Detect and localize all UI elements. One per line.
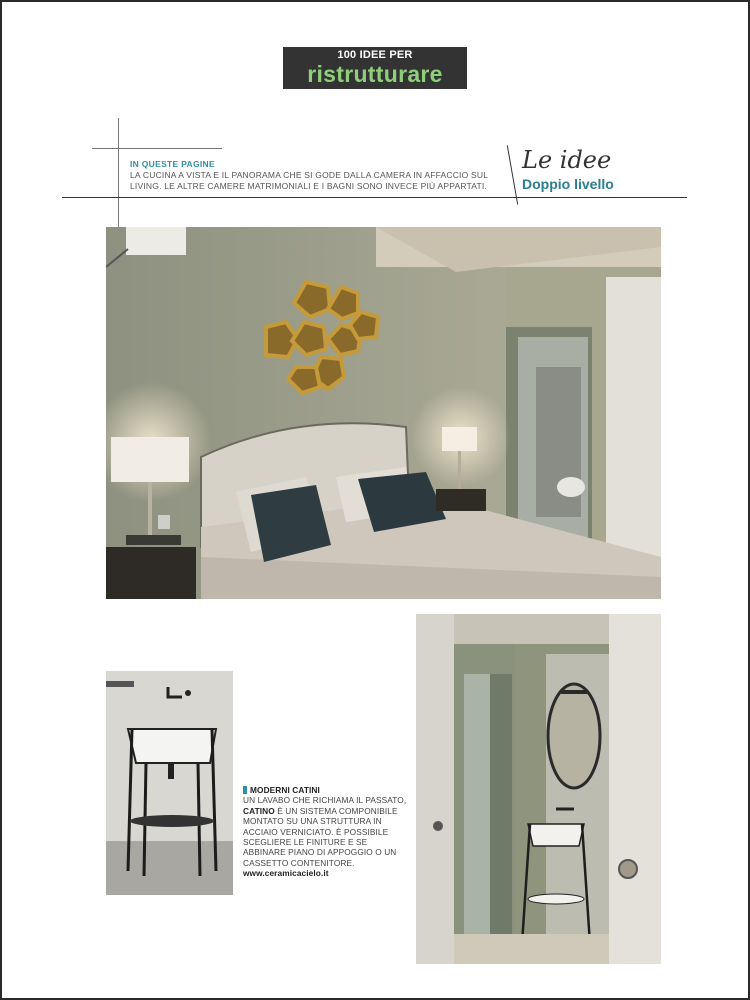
masthead-title: ristrutturare — [307, 61, 443, 87]
bedroom-photo — [106, 227, 661, 599]
magazine-masthead — [283, 47, 467, 89]
decor-vertical-line — [118, 118, 119, 228]
decor-horizontal-line — [92, 148, 222, 149]
bathroom-illustration — [416, 614, 661, 964]
caption-text-part2: È UN SISTEMA COMPONIBILE MONTATO SU UNA STRUTTURA IN ACCIAIO VERNICIATO. È POSSIBILE SCEGLIERE LE FINITURE E SE ABBINARE PIANO DI APPOGGIO O UN CASSETTO CONTENITORE. — [243, 805, 398, 868]
caption-text-part1: UN LAVABO CHE RICHIAMA IL PASSATO, — [243, 795, 407, 806]
caption-product-name: CATINO — [243, 805, 275, 816]
bedroom-illustration — [106, 227, 661, 599]
washbasin-product-photo — [106, 671, 233, 895]
caption-marker — [243, 786, 247, 794]
section-divider-line — [62, 197, 687, 198]
section-heading: IN QUESTE PAGINE — [130, 159, 215, 169]
washbasin-illustration — [106, 671, 233, 895]
masthead-top-line: 100 IDEE PER — [337, 49, 413, 61]
product-caption — [243, 785, 408, 879]
section-kicker: Le idee — [522, 146, 612, 174]
bathroom-photo — [416, 614, 661, 964]
caption-heading: MODERNI CATINI — [250, 785, 320, 795]
caption-website-link[interactable]: www.ceramicacielo.it — [243, 868, 329, 879]
section-title: Doppio livello — [522, 176, 614, 192]
section-intro-text: LA CUCINA A VISTA E IL PANORAMA CHE SI GODE DALLA CAMERA IN AFFACCIO SUL LIVING. LE ALTRE CAMERE MATRIMONIALI E I BAGNI SONO INVECE PIÙ APPARTATI. — [130, 170, 488, 191]
